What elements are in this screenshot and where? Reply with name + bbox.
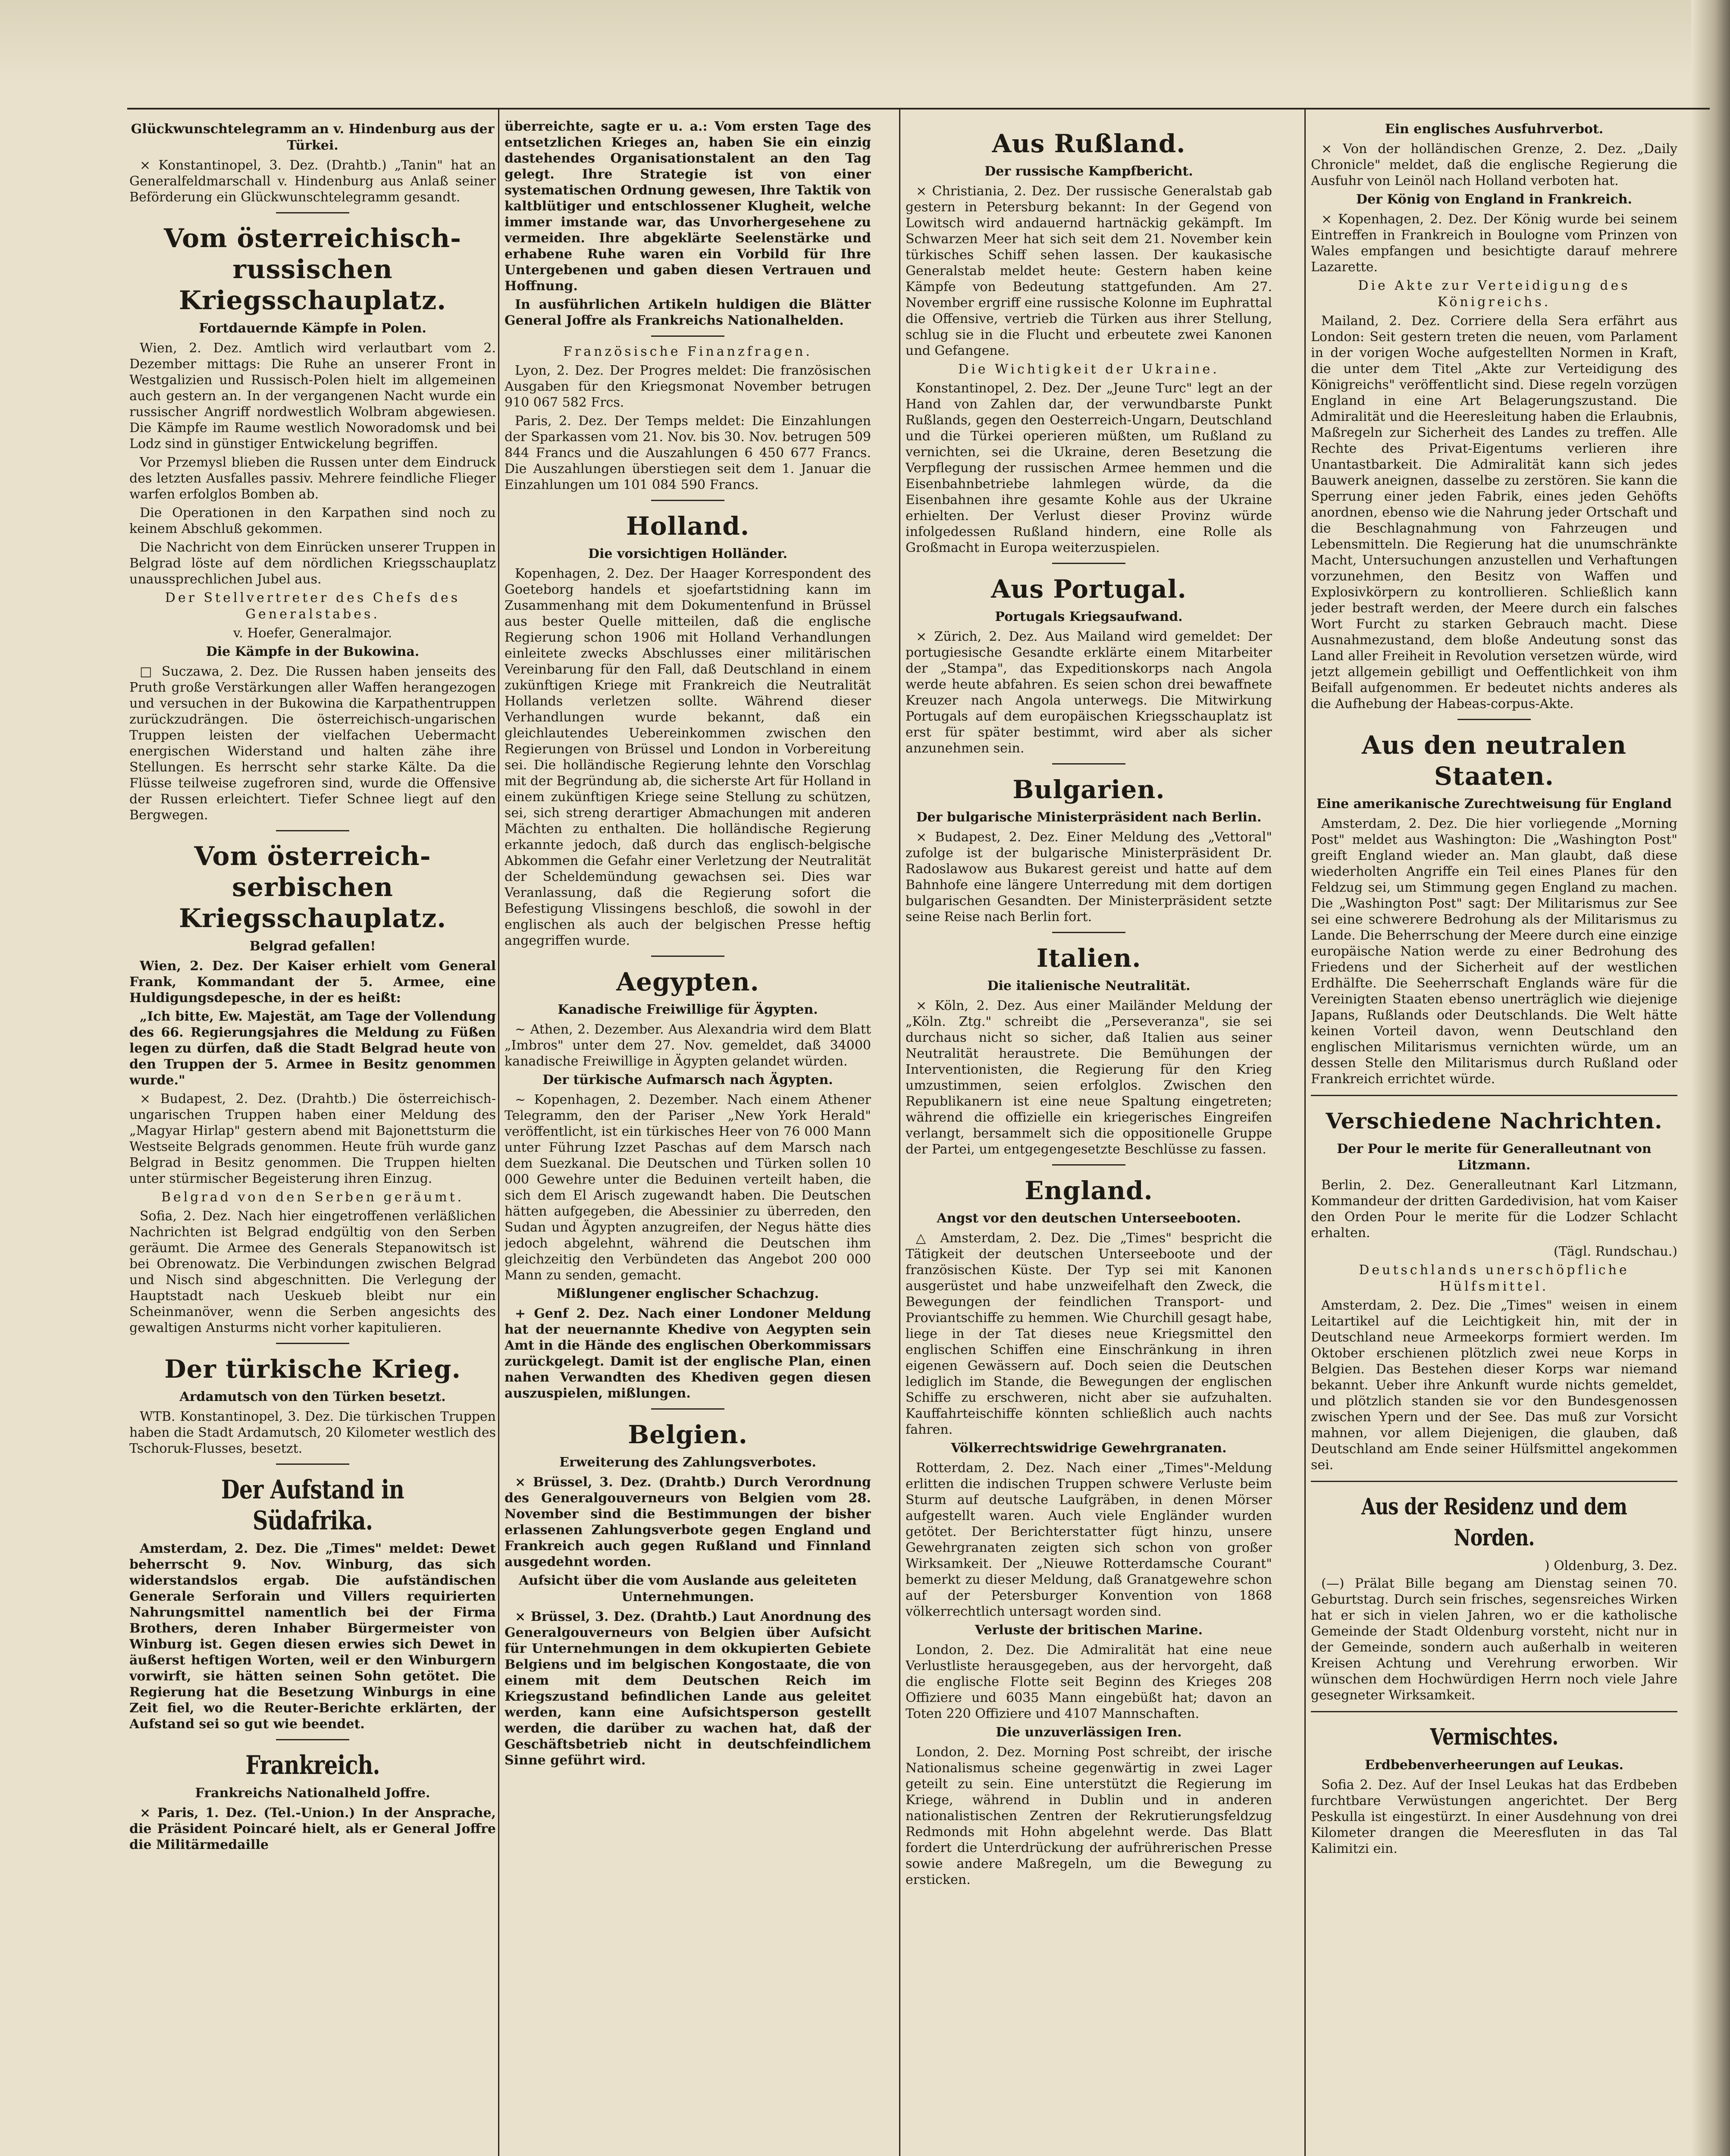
portugal-paragraph: × Zürich, 2. Dez. Aus Mailand wird gemeldet: Der portugiesische Gesandte erklärte einem Mitarbeiter der „Stampa", das Expeditionskorps nach Angola werde heute abfahren. Es seien schon drei bewaffnete Kreuzer nach Angola unterwegs. Die Mitwirkung Portugals auf dem europäischen Kriegsschauplatz ist erst für später bestimmt, wird aber als sicher anzunehmen sein. — [906, 629, 1272, 756]
egypt-title: Aegypten. — [616, 967, 759, 997]
chess-paragraph: + Genf 2. Dez. Nach einer Londoner Meldung hat der neuernannte Khedive von Aegypten sein Amt in die Hände des englischen Oberkommissars zurückgelegt. Damit ist der englische Plan, einen nahen Verwandten des Khediven gegen diesen auszuspielen, mißlungen. — [505, 1306, 871, 1401]
portugal-title: Aus Portugal. — [991, 574, 1187, 604]
belgrad-paragraph: Sofia, 2. Dez. Nach hier eingetroffenen verläßlichen Nachrichten ist Belgrad endgültig von den Serben geräumt. Die Armee des Generals Stepanowitsch ist bei Obrenowatz. Die Verbindungen zwischen Belgrad und Nisch sind abgeschnitten. Die Verlegung der Hauptstadt nach Ueskueb bleibt nur ein Scheinmanöver, wenn die Serben angesichts des gewaltigen Ansturms nicht vorher kapitulieren. — [129, 1209, 496, 1335]
england-title: England. — [1025, 1176, 1153, 1205]
belgium-paragraph: × Brüssel, 3. Dez. (Drahtb.) Durch Verordnung des Generalgouverneurs von Belgien vom 28. November sind die Bestimmungen der bisher erlassenen Zahlungsverbote gegen England und Frankreich auch gegen Rußland und Finnland ausgedehnt worden. — [505, 1475, 871, 1570]
acts-paragraph: Mailand, 2. Dez. Corriere della Sera erfährt aus London: Seit gestern treten die neuen, vom Parlament in der vorigen Woche aufgestellten Normen in Kraft, die unter dem Titel „Akte zur Verteidigung des Königreichs" veröffentlicht sind. Diese regeln vorzügen England in eine Art Belagerungszustand. Die Admiralität und die Heeresleitung haben die Erlaubnis, Maßregeln zur Sicherheit des Landes zu treffen. Alle Rechte des Privat-Eigentums verlieren ihre Unantastbarkeit. Die Admiralität kann sich jedes Bauwerk aneignen, dasselbe zu zerstören. Sie kann die Sperrung einer jeden Fabrik, eines jeden Gehöfts anordnen, ebenso wie die Nahrung jeder Ortschaft und die Beschlagnahmung von Fahrzeugen und Lebensmitteln. Die Regierung hat die unumschränkte Macht, Untersuchungen anzustellen und Verhaftungen vorzunehmen, den Besitz von Waffen und Explosivkörpern zu kontrollieren. Schließlich kann jeder bestraft werden, der Meere durch ein falsches Wort Furcht zu starken Gebrauch macht. Diese Ausnahmezustand, dem bloße Andeutung sonst das Land aller Freiheit in Revolution versetzen würde, wird jetzt allgemein gebilligt und Oeffentlichkeit von ihm Beifall aufgenommen. Er bedeutet nichts anderes als die Aufhebung der Habeas-corpus-Akte. — [1311, 313, 1677, 711]
italy-title: Italien. — [1036, 943, 1141, 973]
residence-dateline: ) Oldenburg, 3. Dez. — [1544, 1558, 1677, 1573]
page-right-edge — [1691, 0, 1730, 2156]
irish-subheading: Die unzuverlässigen Iren. — [996, 1725, 1182, 1740]
separator — [1052, 932, 1125, 933]
belgrad-paragraph: × Budapest, 2. Dez. (Drahtb.) Die österreichisch-ungarischen Truppen haben einer Meldung des „Magyar Hirlap" gestern abend mit Bajonettsturm die Westseite Belgrads genommen. Heute früh wurde ganz Belgrad in Besitz genommen. Die Truppen hielten unter stürmischer Begeisterung ihren Einzug. — [129, 1091, 496, 1186]
quake-subheading: Erdbebenverheerungen auf Leukas. — [1365, 1758, 1623, 1773]
separator — [1457, 719, 1531, 720]
finance-paragraph: Paris, 2. Dez. Der Temps meldet: Die Einzahlungen der Sparkassen vom 21. Nov. bis 30. Nov. betrugen 509 844 Francs und die Auszahlungen 6 450 677 Francs. Die Auszahlungen überstiegen seit dem 1. Januar die Einzahlungen um 101 084 590 Francs. — [505, 414, 871, 492]
separator — [276, 830, 349, 831]
separator — [276, 1739, 349, 1740]
neutral-paragraph: Amsterdam, 2. Dez. Die hier vorliegende „Morning Post" meldet aus Washington: Die „Washington Post" greift England wieder an. Man glaubt, daß diese wiederholten Angriffe ein Teil eines Planes für den Feldzug sei, um Stimmung gegen England zu machen. Die „Washington Post" sagt: Der Militarismus zur See sei eine schwerere Bedrohung als der Militarismus zu Lande. Die Beherrschung der Meere durch eine einzige europäische Nation werde zu einer Bedrohung des Friedens und der Sicherheit auf der westlichen Erdhälfte. Die Seeherrschaft Englands wäre für die Vereinigten Staaten ebenso unerträglich wie diejenige Japans, Rußlands oder Deutschlands. Die Welt hätte keinen Vorteil davon, wenn Deutschland den englischen Militarismus vernichten würde, um an dessen Stelle den Militarismus durch Rußland oder Frankreich errichtet würde. — [1311, 816, 1677, 1087]
separator — [1311, 1711, 1677, 1712]
neutral-title: Aus den neutralen Staaten. — [1361, 730, 1627, 791]
misc-paragraph: Berlin, 2. Dez. Generalleutnant Karl Litzmann, Kommandeur der dritten Gardedivision, hat vom Kaiser den Orden Pour le merite für die Lodzer Schlacht erhalten. — [1311, 1178, 1677, 1241]
resources-paragraph: Amsterdam, 2. Dez. Die „Times" weisen in einem Leitartikel auf die Leichtigkeit hin, mit der in Deutschland neue Armeekorps formiert werden. Im Oktober erschienen plötzlich zwei neue Korps in Belgien. Das Bestehen dieser Korps war niemand bekannt. Ueber ihre Ankunft wurde nichts gemeldet, und plötzlich standen sie vor den Bundesgenossen zwischen Ypern und der See. Das muß zur Vorsicht mahnen, vor allem Diejenigen, die glauben, daß Deutschland am Ende seiner Hülfsmittel angekommen sei. — [1311, 1298, 1677, 1473]
belgium-paragraph: × Brüssel, 3. Dez. (Drahtb.) Laut Anordnung des Generalgouverneurs von Belgien über Aufsicht für Unternehmungen in dem okkupierten Gebiete Belgiens und im belgischen Kongostaate, die von einem mit dem Deutschen Reich im Kriegszustand befindlichen Lande aus geleitet werden, kann eine Aufsichtsperson gestellt werden, die darüber zu wachen hat, daß der Geschäftsbetrieb nicht in deutschfeindlichem Sinne geführt wird. — [505, 1609, 871, 1768]
bulgaria-title: Bulgarien. — [1012, 775, 1165, 804]
southafrica-paragraph: Amsterdam, 2. Dez. Die „Times" meldet: Dewet beherrscht 9. Nov. Winburg, das sich widerstandslos ergab. Die aufständischen Generale Serforain und Villers requirierten Nahrungsmittel namentlich bei der Firma Brothers, deren Inhaber Bürgermeister von Winburg ist. Gegen diesen erwies sich Dewet in äußerst heftigen Worten, weil er den Winburgern vorwirft, sie hätten seinen Sohn getötet. Die Regierung hat die Besetzung Winburgs in eine Zeit fiel, wo die Reuter-Berichte erklärten, der Aufstand sei so gut wie beendet. — [129, 1541, 496, 1732]
misc-title: Verschiedene Nachrichten. — [1326, 1108, 1663, 1134]
belgium-subheading: Erweiterung des Zahlungsverbotes. — [559, 1455, 816, 1470]
separator — [276, 1463, 349, 1465]
joffre-subheading: Frankreichs Nationalheld Joffre. — [195, 1786, 430, 1801]
column-2 — [505, 119, 871, 2156]
poland-subheading: Fortdauernde Kämpfe in Polen. — [199, 321, 426, 336]
navy-subheading: Verluste der britischen Marine. — [975, 1623, 1203, 1638]
russia-subheading: Der russische Kampfbericht. — [984, 164, 1193, 179]
russia-title: Aus Rußland. — [992, 129, 1186, 158]
egypt-subheading: Der türkische Aufmarsch nach Ägypten. — [542, 1072, 833, 1087]
misc-subheading: Der Pour le merite für Generalleutnant von Litzmann. — [1337, 1141, 1652, 1173]
separator — [1052, 1164, 1125, 1166]
belgrad-paragraph: Wien, 2. Dez. Der Kaiser erhielt vom General Frank, Kommandant der 5. Armee, eine Huldigungsdepesche, in der es heißt: — [129, 959, 496, 1006]
egypt-paragraph: ~ Athen, 2. Dezember. Aus Alexandria wird dem Blatt „Imbros" unter dem 27. Nov. gemeldet, daß 34000 kanadische Freiwillige in Ägypten gelandet würden. — [505, 1022, 871, 1069]
belgrad-subheading: Belgrad gefallen! — [249, 939, 376, 954]
residence-paragraph: (—) Prälat Bille begang am Dienstag seinen 70. Geburtstag. Durch sein frisches, segensreiches Wirken hat er sich in vielen Jahren, wo er die katholische Gemeinde der Stadt Oldenburg vorsteht, nicht nur in der Gemeinde, sondern auch außerhalb in weiteren Kreisen Achtung und Verehrung erworben. Wir wünschen dem Hochwürdigen Herrn noch viele Jahre gesegneter Wirksamkeit. — [1311, 1576, 1677, 1703]
ukraine-subheading: Die Wichtigkeit der Ukraine. — [958, 362, 1219, 377]
residence-title: Aus der Residenz und dem Norden. — [1361, 1494, 1627, 1551]
egypt-subheading: Kanadische Freiwillige für Ägypten. — [558, 1002, 818, 1017]
joffre-paragraph: × Paris, 1. Dez. (Tel.-Union.) In der Ansprache, die Präsident Poincaré hielt, als er General Joffre die Militärmedaille — [129, 1805, 496, 1852]
vermischtes-title: Vermischtes. — [1430, 1724, 1558, 1750]
bukowina-subheading: Die Kämpfe in der Bukowina. — [206, 644, 420, 659]
holland-subheading: Die vorsichtigen Holländer. — [588, 546, 788, 561]
france-title: Frankreich. — [245, 1750, 380, 1780]
russia-paragraph: × Christiania, 2. Dez. Der russische Generalstab gab gestern in Petersburg bekannt: In der Gegend von Lowitsch wird andauernd hartnäckig gekämpft. Im Schwarzen Meer hat sich seit dem 21. November kein türkisches Schiff sehen lassen. Der kaukasische Generalstab meldet heute: Gestern haben keine Kämpfe von Bedeutung stattgefunden. Am 27. November ergriff eine russische Kolonne im Euphrattal die Offensive, vertrieb die Türken aus ihrer Stellung, schlug sie in die Flucht und erbeutete zwei Kanonen und Gefangene. — [906, 184, 1272, 358]
separator — [276, 1343, 349, 1344]
finance-subheading: Französische Finanzfragen. — [563, 344, 812, 359]
separator — [1311, 1095, 1677, 1096]
column-rule — [498, 108, 499, 2156]
finance-paragraph: Lyon, 2. Dez. Der Progres meldet: Die französischen Ausgaben für den Kriegsmonat November betrugen 910 067 582 Frcs. — [505, 363, 871, 410]
neutral-subheading: Eine amerikanische Zurechtweisung für England — [1316, 796, 1672, 812]
acts-subheading: Die Akte zur Verteidigung des Königreichs. — [1358, 278, 1630, 310]
belgrad-paragraph: „Ich bitte, Ew. Majestät, am Tage der Vollendung des 66. Regierungsjahres die Meldung zu Füßen legen zu dürfen, daß die Stadt Belgrad heute von den Truppen der 5. Armee in Besitz genommen wurde." — [129, 1009, 496, 1088]
ardamutsch-subheading: Ardamutsch von den Türken besetzt. — [179, 1389, 446, 1404]
oil-subheading: Ein englisches Ausfuhrverbot. — [1385, 122, 1604, 137]
portugal-subheading: Portugals Kriegsaufwand. — [995, 609, 1183, 624]
poland-paragraph: Wien, 2. Dez. Amtlich wird verlautbart vom 2. Dezember mittags: Die Ruhe an unserer Front in Westgalizien und Russisch-Polen hielt im allgemeinen auch gestern an. In der vergangenen Nacht wurde ein russischer Angriff nordwestlich Wolbram abgewiesen. Die Kämpfe im Raume westlich Noworadomsk und bei Lodz sind in günstiger Entwickelung begriffen. — [129, 341, 496, 451]
column-rule — [899, 108, 900, 2156]
congrats-heading: Glückwunschtelegramm an v. Hindenburg aus der Türkei. — [131, 122, 495, 153]
resources-subheading: Deutschlands unerschöpfliche Hülfsmittel. — [1359, 1263, 1630, 1294]
bulgaria-paragraph: × Budapest, 2. Dez. Einer Meldung des „Vettoral" zufolge ist der bulgarische Ministerpräsident Dr. Radoslawow aus Bukarest gereist und hatte auf dem Bahnhofe eine längere Unterredung mit dem dortigen bulgarischen Gesandten. Der Ministerpräsident setzte seine Reise nach Berlin fort. — [906, 830, 1272, 924]
holland-paragraph: Kopenhagen, 2. Dez. Der Haager Korrespondent des Goeteborg handels et sjoefartstidning kann im Zusammenhang mit dem Dokumentenfund in Brüssel aus bester Quelle mitteilen, daß die englische Regierung schon 1906 mit Holland Verhandlungen einleitete zwecks Abschlusses einer militärischen Vereinbarung für den Fall, daß Deutschland in einem zukünftigen Kriege mit Frankreich die Neutralität Hollands verletzen sollte. Während dieser Verhandlungen wurde bekannt, daß ein gleichlautendes Uebereinkommen zwischen den Regierungen von Brüssel und London in Vorbereitung sei. Die holländische Regierung lehnte den Vorschlag mit der Begründung ab, die sicherste Art für Holland in einem zukünftigen Kriege seine Stellung zu schützen, sei, sich streng derartiger Abmachungen mit anderen Mächten zu enthalten. Die holländische Regierung erkannte jedoch, daß durch das englisch-belgische Abkommen die Gefahr einer Verletzung der Neutralität der Scheldemündung gewachsen sei. Dies war Veranlassung, daß die Regierung sofort die Befestigung Vlissingens beschloß, die sowohl in der englischen als auch der belgischen Presse heftig angegriffen wurde. — [505, 566, 871, 948]
grenades-paragraph: Rotterdam, 2. Dez. Nach einer „Times"-Meldung erlitten die indischen Truppen schwere Verluste beim Sturm auf deutsche Laufgräben, in denen Mörser aufgestellt waren. Auch viele Engländer wurden getötet. Der Berichterstatter fügt hinzu, unsere Gewehrgranaten zeigten sich schon von großer Wirksamkeit. Der „Nieuwe Rotterdamsche Courant" bemerkt zu dieser Meldung, daß Granatgewehre schon auf der Petersburger Konvention von 1868 völkerrechtlich untersagt worden sind. — [906, 1460, 1272, 1619]
misc-source: (Tägl. Rundschau.) — [1553, 1244, 1677, 1259]
england-paragraph: △ Amsterdam, 2. Dez. Die „Times" bespricht die Tätigkeit der deutschen Unterseeboote und der französischen Küste. Der Typ sei mit Kanonen ausgerüstet und habe unzweifelhaft den Zweck, die Bewegungen der feindlichen Transport- und Proviantschiffe zu hemmen. Wie Churchill gesagt habe, liege in der Tat dieses neue Kriegsmittel den englischen Schiffen eine Einschränkung in ihren eigenen Gewässern auf. Doch seien die Deutschen lediglich im Stande, die Bewegungen der englischen Schiffe zu erschweren, nicht aber sie aufzuhalten. Kauffahrteischiffe könnten schließlich auch nachts fahren. — [906, 1231, 1272, 1437]
separator — [1052, 763, 1125, 765]
separator — [651, 335, 724, 337]
poland-paragraph: Die Operationen in den Karpathen sind noch zu keinem Abschluß gekommen. — [129, 505, 496, 536]
belgium-subheading: Aufsicht über die vom Auslande aus geleiteten Unternehmungen. — [519, 1573, 857, 1604]
ukraine-paragraph: Konstantinopel, 2. Dez. Der „Jeune Turc" legt an der Hand von Zahlen dar, der verwundbarste Punkt Rußlands, gegen den Oesterreich-Ungarn, Deutschland und die Türkei operieren müßten, um Rußland zu vernichten, sei die Ukraine, deren Besetzung die Verpflegung der russischen Armee hemmen und die Eisenbahnbetriebe lahmlegen würde, da die Eisenbahnen ihre gesamte Kohle aus der Ukraine erhielten. Der Verlust dieser Provinz würde infolgedessen Rußland hindern, eine Rolle als Großmacht in Europa weiterzuspielen. — [906, 381, 1272, 555]
southafrica-title: Der Aufstand in Südafrika. — [221, 1475, 404, 1536]
chess-subheading: Mißlungener englischer Schachzug. — [556, 1286, 819, 1301]
belgrad-cleared: Belgrad von den Serben geräumt. — [161, 1190, 464, 1205]
egypt-paragraph: ~ Kopenhagen, 2. Dezember. Nach einem Athener Telegramm, den der Pariser „New York Herald" veröffentlicht, ist ein türkisches Heer von 76 000 Mann unter Führung Izzet Paschas auf dem Marsch nach dem Suezkanal. Die Deutschen und Türken sollen 10 000 Gewehre unter die Beduinen verteilt haben, die sich dem El Arisch zugewandt haben. Die Deutschen hätten aufgegeben, die Abessinier zu überreden, den Sudan und Ägypten anzugreifen, der Negus hätte dies jedoch abgelehnt, während die Deutschen ihm gleichzeitig den Verbündeten das Angebot 200 000 Mann zu senden, gemacht. — [505, 1092, 871, 1283]
congrats-body: × Konstantinopel, 3. Dez. (Drahtb.) „Tanin" hat an Generalfeldmarschall v. Hindenburg aus Anlaß seiner Beförderung ein Glückwunschtelegramm gesandt. — [129, 158, 496, 205]
bulgaria-subheading: Der bulgarische Ministerpräsident nach Berlin. — [916, 810, 1262, 825]
top-rule — [127, 108, 1710, 110]
poland-paragraph: Vor Przemysl blieben die Russen unter dem Eindruck des letzten Ausfalles passiv. Mehrere feindliche Flieger warfen erfolglos Bomben ab. — [129, 455, 496, 502]
deputy-signature: v. Hoefer, Generalmajor. — [233, 626, 392, 641]
page-top-edge — [0, 0, 1730, 82]
column-rule — [1304, 108, 1306, 2156]
joffre-continuation: In ausführlichen Artikeln huldigen die Blätter General Joffre als Frankreichs Nationalhelden. — [505, 297, 871, 328]
column-3 — [906, 119, 1272, 2156]
italy-subheading: Die italienische Neutralität. — [987, 978, 1191, 993]
separator — [276, 212, 349, 213]
column-4 — [1311, 119, 1677, 2156]
king-subheading: Der König von England in Frankreich. — [1356, 192, 1632, 207]
joffre-continuation: überreichte, sagte er u. a.: Vom ersten Tage des entsetzlichen Krieges an, haben Sie ein einzig dastehendes Organisationstalent an den Tag gelegt. Ihre Strategie ist von einer systematischen Ordnung gewesen, Ihre Taktik von kaltblütiger und entschlossener Klugheit, welche immer imstande war, das Unvorhergesehene zu vermeiden. Ihre abgeklärte Seelenstärke und erhabene Ruhe waren ein Vorbild für Ihre Untergebenen und gaben diesen Vertrauen und Hoffnung. — [505, 119, 871, 294]
separator — [1052, 563, 1125, 564]
separator — [651, 1408, 724, 1410]
oil-paragraph: × Von der holländischen Grenze, 2. Dez. „Daily Chronicle" meldet, daß die englische Regierung die Ausfuhr von Leinöl nach Holland verboten hat. — [1311, 141, 1677, 188]
ardamutsch-paragraph: WTB. Konstantinopel, 3. Dez. Die türkischen Truppen haben die Stadt Ardamutsch, 20 Kilometer westlich des Tschoruk-Flusses, besetzt. — [129, 1409, 496, 1456]
belgium-title: Belgien. — [628, 1420, 748, 1449]
separator — [651, 956, 724, 957]
holland-title: Holland. — [626, 511, 750, 541]
bukowina-paragraph: □ Suczawa, 2. Dez. Die Russen haben jenseits des Pruth große Verstärkungen aller Waffen herangezogen und versuchen in der Bukowina die Karpathentruppen zurückzudrängen. Die österreichisch-ungarischen Truppen leisten der vielfachen Uebermacht energischen Widerstand und halten zähe ihre Stellungen. Es herrscht sehr starke Kälte. Da die Flüsse teilweise zugefroren sind, wurde die Offensive der Russen erleichtert. Tiefer Schnee liegt auf den Bergwegen. — [129, 664, 496, 823]
italy-paragraph: × Köln, 2. Dez. Aus einer Mailänder Meldung der „Köln. Ztg." schreibt die „Perseveranza", sie sei durchaus nicht so sicher, daß Italien aus seiner Neutralität heraustrete. Die Bemühungen der Interventionisten, die Regierung für den Krieg umzustimmen, seien erfolglos. Zwischen den Republikanern ist eine neue Spaltung eingetreten; während die offizielle ein kriegerisches Eingreifen verlangt, bersammelt sich die oppositionelle Gruppe der Partei, um entgegengesetzte Beschlüsse zu fassen. — [906, 998, 1272, 1157]
navy-paragraph: London, 2. Dez. Die Admiralität hat eine neue Verlustliste herausgegeben, aus der hervorgeht, daß die englische Flotte seit Beginn des Krieges 208 Offiziere und 6035 Mann eingebüßt hat; davon an Toten 220 Offiziere und 4107 Mannschaften. — [906, 1642, 1272, 1721]
grenades-subheading: Völkerrechtswidrige Gewehrgranaten. — [951, 1441, 1227, 1456]
column-1 — [129, 119, 496, 2156]
poland-paragraph: Die Nachricht von dem Einrücken unserer Truppen in Belgrad löste auf dem nördlichen Kriegsschauplatz unaussprechlichen Jubel aus. — [129, 540, 496, 587]
austrian-russian-title: Vom österreichisch-russischen Kriegsschauplatz. — [163, 223, 462, 316]
turkish-war-title: Der türkische Krieg. — [164, 1354, 461, 1384]
irish-paragraph: London, 2. Dez. Morning Post schreibt, der irische Nationalismus scheine gegenwärtig in zwei Lager geteilt zu sein. Eine unterstützt die Regierung im Kriege, während in Dublin und in anderen nationalistischen Zentren der Rekrutierungsfeldzug Redmonds mit Hohn abgelehnt werde. Das Blatt fordert die Unterdrückung der aufrührerischen Presse sowie andere Maßregeln, um die Bewegung zu ersticken. — [906, 1745, 1272, 1887]
serbian-title: Vom österreich-serbischen Kriegsschauplatz. — [179, 841, 447, 934]
england-subheading: Angst vor den deutschen Unterseebooten. — [937, 1211, 1241, 1226]
separator — [1311, 1481, 1677, 1482]
separator — [651, 500, 724, 501]
quake-paragraph: Sofia 2. Dez. Auf der Insel Leukas hat das Erdbeben furchtbare Verwüstungen angerichtet. Der Berg Peskulla ist eingestürzt. In einer Ausdehnung von drei Kilometer drangen die Meeresfluten in das Tal Kalimitzi ein. — [1311, 1777, 1677, 1856]
king-paragraph: × Kopenhagen, 2. Dez. Der König wurde bei seinem Eintreffen in Frankreich in Boulogne vom Prinzen von Wales empfangen und besichtigte darauf mehrere Lazarette. — [1311, 212, 1677, 275]
deputy-line: Der Stellvertreter des Chefs des Generalstabes. — [165, 590, 461, 622]
